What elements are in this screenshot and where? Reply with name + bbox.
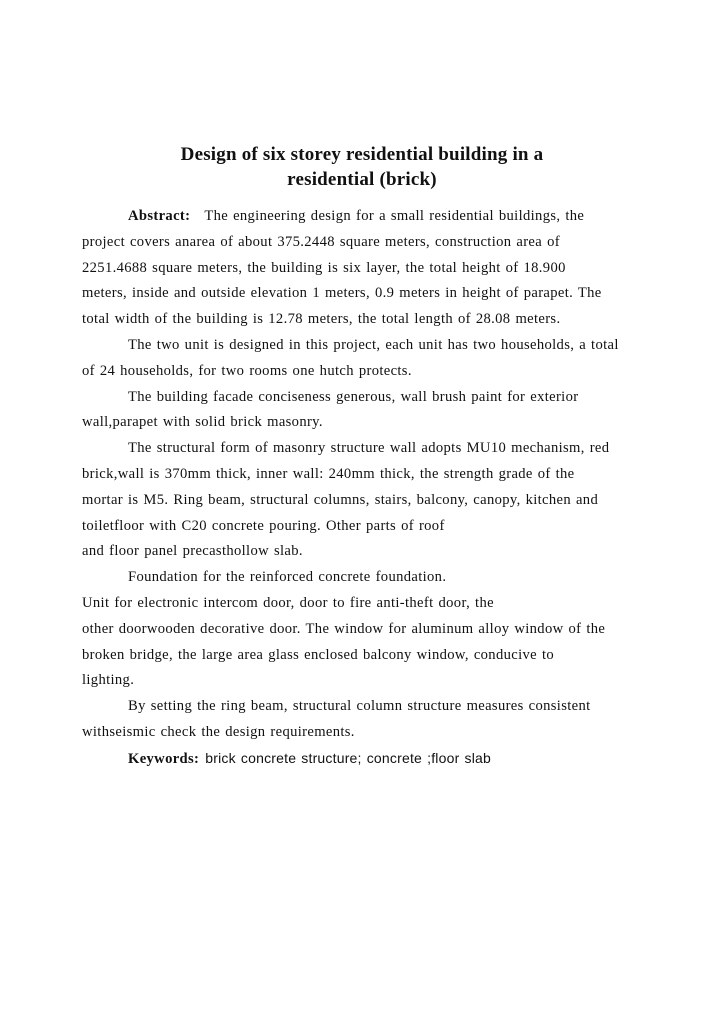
abstract-line: total width of the building is 12.78 meters, the total length of 28.08 meters. — [82, 311, 561, 328]
keywords-label: Keywords: — [128, 750, 200, 767]
abstract-line: meters, inside and outside elevation 1 meters, 0.9 meters in height of parapet. The — [82, 285, 602, 302]
title-line-2: residential (brick) — [287, 169, 437, 190]
paragraph-line: broken bridge, the large area glass enclosed balcony window, conducive to — [82, 646, 555, 663]
abstract-line: Abstract: The engineering design for a small residential buildings, the — [128, 208, 585, 224]
abstract-label: Abstract: — [128, 208, 191, 224]
paragraph-line: The two unit is designed in this project, each unit has two households, a total — [128, 336, 619, 353]
paper-title — [0, 142, 724, 192]
title-line-1: Design of six storey residential building in a — [180, 144, 544, 165]
paragraph-line: other doorwooden decorative door. The window for aluminum alloy window of the — [82, 620, 606, 637]
paragraph-line: The structural form of masonry structure wall adopts MU10 mechanism, red — [128, 440, 610, 457]
paragraph-line: brick,wall is 370mm thick, inner wall: 240mm thick, the strength grade of the — [82, 465, 575, 482]
paragraph-line: lighting. — [82, 672, 135, 689]
abstract-line: 2251.4688 square meters, the building is six layer, the total height of 18.900 — [82, 259, 566, 276]
keywords-text: brick concrete structure; concrete ;floor slab — [205, 749, 492, 766]
paragraph-line: toiletfloor with C20 concrete pouring. Other parts of roof — [82, 517, 445, 534]
abstract-line: project covers anarea of about 375.2448 square meters, construction area of — [82, 233, 560, 250]
abstract-body — [82, 204, 642, 772]
paragraph-line: of 24 households, for two rooms one hutch protects. — [82, 362, 412, 379]
paragraph-line: mortar is M5. Ring beam, structural columns, stairs, balcony, canopy, kitchen and — [82, 491, 599, 508]
paragraph-line: Foundation for the reinforced concrete foundation. — [128, 569, 447, 586]
paragraph-line: By setting the ring beam, structural column structure measures consistent — [128, 698, 591, 715]
keywords-line — [82, 746, 642, 772]
paragraph-line: Unit for electronic intercom door, door to fire anti-theft door, the — [82, 594, 494, 611]
paragraph-line: The building facade conciseness generous, wall brush paint for exterior — [128, 388, 579, 405]
paragraph-line: and floor panel precasthollow slab. — [82, 543, 303, 560]
paragraph-line: wall,parapet with solid brick masonry. — [82, 414, 323, 431]
paragraph-line: withseismic check the design requirements. — [82, 723, 355, 740]
